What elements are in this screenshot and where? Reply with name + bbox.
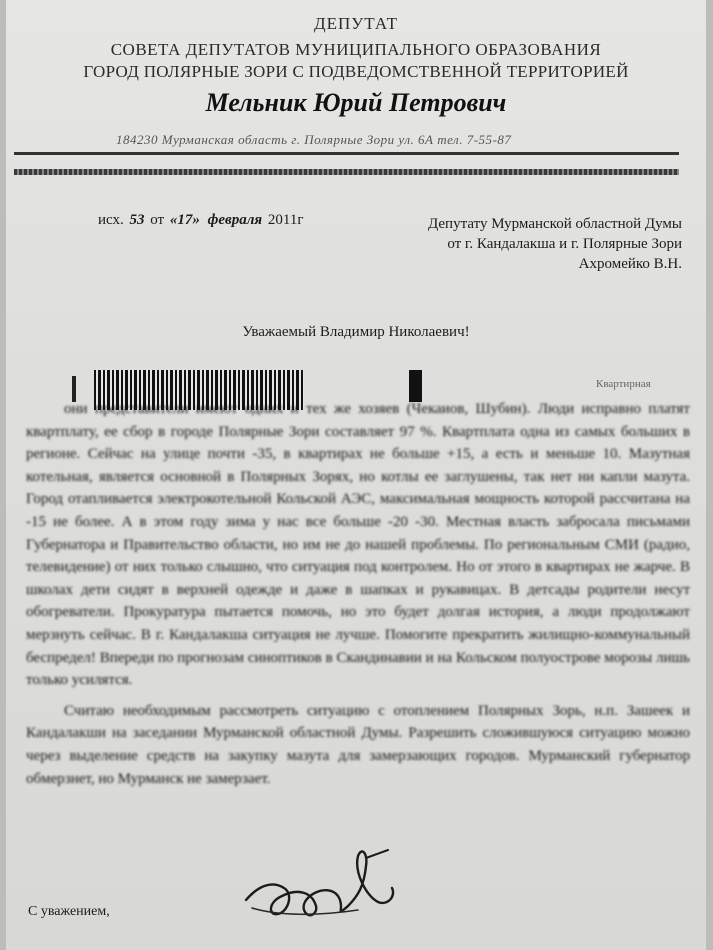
ref-prefix: исх. xyxy=(98,212,124,228)
recipient-line: от г. Кандалакша и г. Полярные Зори xyxy=(447,236,682,252)
ref-year: 2011г xyxy=(267,212,304,228)
paragraph-fragment: Квартирная xyxy=(596,378,651,390)
outgoing-reference xyxy=(98,212,304,229)
letterhead-title: ДЕПУТАТ xyxy=(314,14,398,33)
ref-month: февраля xyxy=(207,212,263,228)
ref-day: «17» xyxy=(169,212,200,228)
recipient-line: Депутату Мурманской областной Думы xyxy=(427,216,682,232)
closing-phrase: С уважением, xyxy=(28,904,110,919)
signature-graphic xyxy=(238,836,408,926)
body-paragraph: они представители имеют одних и тех же хозяев (Чекаиов, Шубин). Люди исправно платят квартплату, ее сбор в городе Полярные Зори составляет 97 %. Квартплата одна из самых больших в регионе. Сейчас на улице почти -35, в квартирах не больше +15, а есть и меньше 10. Мазутная котельная, является основной в Полярных Зорях, но котлы ее заглушены, так нет ни капли мазута. Город отапливается электрокотельной Кольской АЭС, максимальная мощность которой рассчитана на -15 не более. А в этом году зима у нас все больше -20 -30. Местная власть забросала письмами Губернатора и Правительство области, но им не до нашей проблемы. По региональным СМИ (радио, телевидение) от них только слышно, что ситуация под контролем. Но от этого в квартирах не жарче. В школах дети сидят в верхней одежде и даже в шапках и рукавицах. В детсады родители несут обогреватели. Прокуратура пытается помочь, но это будет долгая история, а люди продолжают мерзнуть сейчас. В г. Кандалакша ситуация не лучше. Помогите прекратить жилищно-коммунальный беспредел! Впереди по прогнозам синоптиков в Скандинавии и на Кольском полуострове морозы лишь только усилятся. xyxy=(26,401,690,689)
deputy-name: Мельник Юрий Петрович xyxy=(205,88,507,117)
ref-from: от xyxy=(150,212,165,228)
letterhead-city: ГОРОД ПОЛЯРНЫЕ ЗОРИ С ПОДВЕДОМСТВЕННОЙ ТЕРРИТОРИЕЙ xyxy=(83,62,629,81)
ref-number: 53 xyxy=(129,212,145,228)
letterhead-rule xyxy=(14,152,679,155)
letter-body xyxy=(26,398,690,798)
body-paragraph: Считаю необходимым рассмотреть ситуацию с отоплением Полярных Зорь, н.п. Зашеек и Кандалакши на заседании Мурманской областной Думы. Разрешить сложившуюся ситуацию можно через выделение средств на закупку мазута для замерзающих городов. Мурманский губернатор обмерзнет, но Мурманск не замерзает. xyxy=(26,702,690,787)
letterhead-council: СОВЕТА ДЕПУТАТОВ МУНИЦИПАЛЬНОГО ОБРАЗОВАНИЯ xyxy=(110,40,602,59)
handwritten-signature xyxy=(238,836,408,931)
recipient-block xyxy=(428,214,682,274)
letterhead-rule-pattern xyxy=(14,169,679,175)
letter-sheet xyxy=(6,0,706,950)
salutation: Уважаемый Владимир Николаевич! xyxy=(242,324,470,340)
recipient-line: Ахромейко В.Н. xyxy=(578,256,682,272)
letterhead-address: 184230 Мурманская область г. Полярные Зори ул. 6А тел. 7-55-87 xyxy=(116,132,512,147)
